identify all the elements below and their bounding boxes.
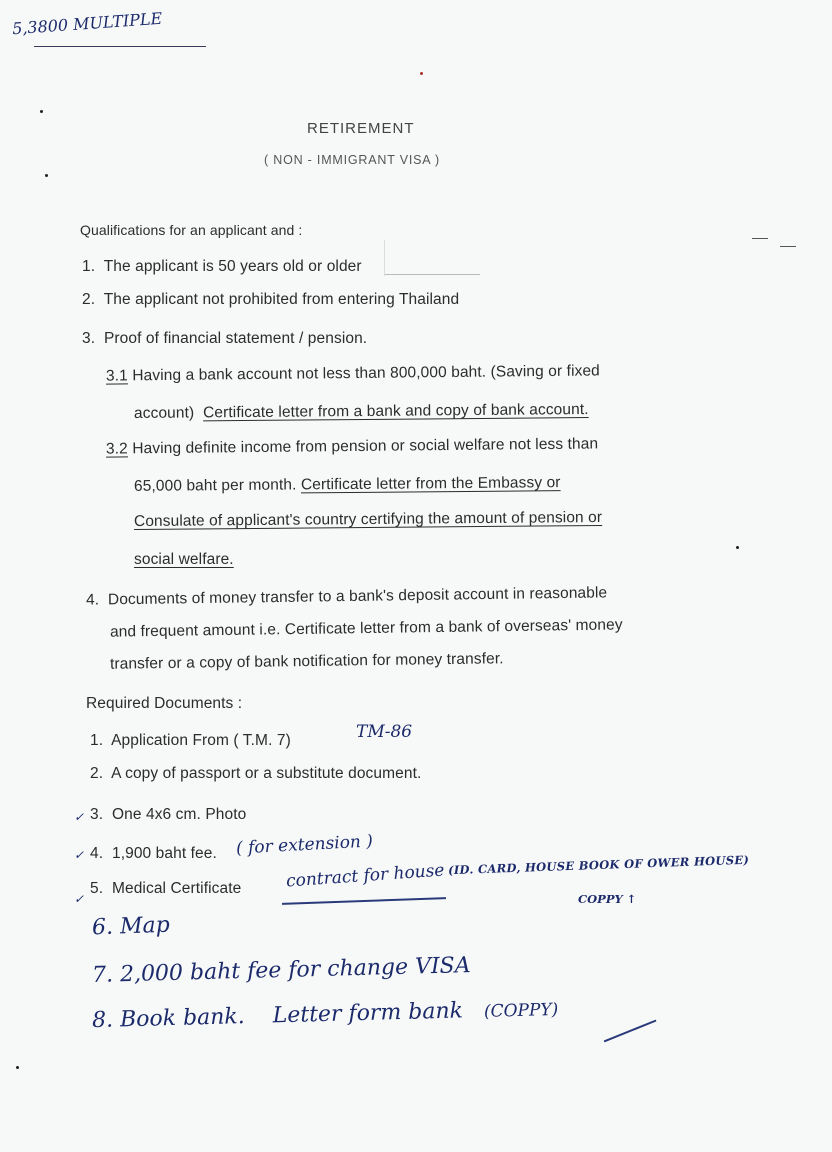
- item-4-line1: [86, 584, 607, 609]
- scan-mark: [780, 246, 796, 247]
- qualification-text: The applicant not prohibited from entering Thailand: [103, 291, 460, 308]
- sub-item-text: Having definite income from pension or social welfare not less than: [132, 435, 599, 458]
- required-item: [90, 765, 421, 783]
- document-subtitle: ( NON - IMMIGRANT VISA ): [264, 153, 440, 167]
- handwritten-item-8: [92, 996, 559, 1033]
- handwritten-for-extension: ( for extension ): [235, 831, 374, 859]
- sub-item-text: account): [133, 404, 195, 422]
- item-number: 4.: [85, 591, 100, 609]
- scan-mark: [752, 238, 768, 239]
- scan-speck: [420, 72, 423, 75]
- required-text: 1,900 baht fee.: [111, 845, 217, 862]
- qualification-text: The applicant is 50 years old or older: [103, 258, 362, 275]
- sub-item-3-2-line4: social welfare.: [134, 551, 234, 568]
- qualification-item: [82, 330, 367, 348]
- required-number: 5.: [90, 880, 104, 897]
- qualification-number: 2.: [82, 291, 96, 308]
- required-text: A copy of passport or a substitute document.: [111, 765, 422, 782]
- checkmark-icon: ✓: [74, 848, 85, 862]
- required-item: [90, 880, 241, 898]
- required-number: 4.: [90, 845, 104, 862]
- handwritten-coppy-note: COPPY ↑: [578, 892, 637, 906]
- sub-item-text: 65,000 baht per month.: [133, 476, 297, 495]
- qualification-number: 1.: [82, 258, 96, 275]
- scan-speck: [45, 174, 48, 177]
- scan-speck: [16, 1066, 19, 1069]
- handwritten-tm86: TM-86: [356, 722, 413, 742]
- required-text: One 4x6 cm. Photo: [111, 806, 247, 823]
- handwritten-contract-for-house: contract for house: [285, 860, 446, 892]
- sub-item-3-2-line1: [106, 435, 598, 458]
- sub-item-3-1-line2: [134, 401, 589, 423]
- item-4-line2: and frequent amount i.e. Certificate letter from a bank of overseas' money: [109, 616, 623, 641]
- item-4-line3: transfer or a copy of bank notification for money transfer.: [109, 650, 504, 673]
- handwritten-header-note: 5,3800 MULTIPLE: [11, 8, 163, 39]
- required-item: [90, 732, 291, 750]
- sub-item-3-2-line3: Consulate of applicant's country certifying the amount of pension or: [133, 508, 603, 531]
- sub-item-3-1-line1: [106, 362, 600, 385]
- sub-item-text: Having a bank account not less than 800,000 baht. (Saving or fixed: [132, 362, 600, 385]
- handwritten-underline: [282, 897, 446, 905]
- header-note-underline: [34, 46, 206, 47]
- sub-item-underlined-text: Certificate letter from a bank and copy of bank account.: [203, 401, 589, 422]
- required-number: 3.: [90, 806, 104, 823]
- required-documents-heading: Required Documents :: [86, 695, 243, 712]
- sub-item-underlined-text: Certificate letter from the Embassy or: [300, 474, 561, 494]
- qualification-item: [82, 291, 459, 309]
- handwritten-item-7: 7. 2,000 baht fee for change VISA: [91, 953, 471, 988]
- handwritten-item-8-coppy: (COPPY): [483, 999, 559, 1022]
- checkmark-icon: ✓: [74, 810, 85, 824]
- sub-item-3-2-line2: [134, 474, 561, 496]
- handwritten-item-6: 6. Map: [91, 912, 171, 941]
- handwritten-item-8-letter: Letter form bank: [272, 998, 464, 1029]
- required-number: 1.: [90, 732, 104, 749]
- scan-rule-vertical: [384, 240, 385, 276]
- qualification-number: 3.: [82, 330, 96, 347]
- sub-item-number: 3.2: [105, 440, 128, 458]
- handwritten-item-8-book: 8. Book: [91, 1005, 177, 1034]
- qualification-text: Proof of financial statement / pension.: [103, 330, 368, 347]
- scan-speck: [736, 546, 739, 549]
- qualification-item: [82, 258, 362, 276]
- required-number: 2.: [90, 765, 104, 782]
- sub-item-number: 3.1: [105, 367, 128, 385]
- document-title: RETIREMENT: [307, 120, 415, 137]
- item-text: Documents of money transfer to a bank's deposit account in reasonable: [107, 584, 608, 609]
- required-text: Application From ( T.M. 7): [111, 732, 291, 749]
- handwritten-item-8-bank: bank.: [182, 1004, 246, 1031]
- required-item: [90, 845, 217, 863]
- handwritten-id-card-note: (ID. CARD, HOUSE BOOK OF OWER HOUSE): [447, 852, 750, 878]
- checkmark-icon: ✓: [74, 892, 85, 906]
- scan-rule: [384, 274, 480, 275]
- scan-speck: [40, 110, 43, 113]
- qualifications-heading: Qualifications for an applicant and :: [80, 222, 303, 238]
- handwritten-slash: [604, 1020, 656, 1042]
- required-item: [90, 806, 246, 824]
- required-text: Medical Certificate: [111, 880, 242, 897]
